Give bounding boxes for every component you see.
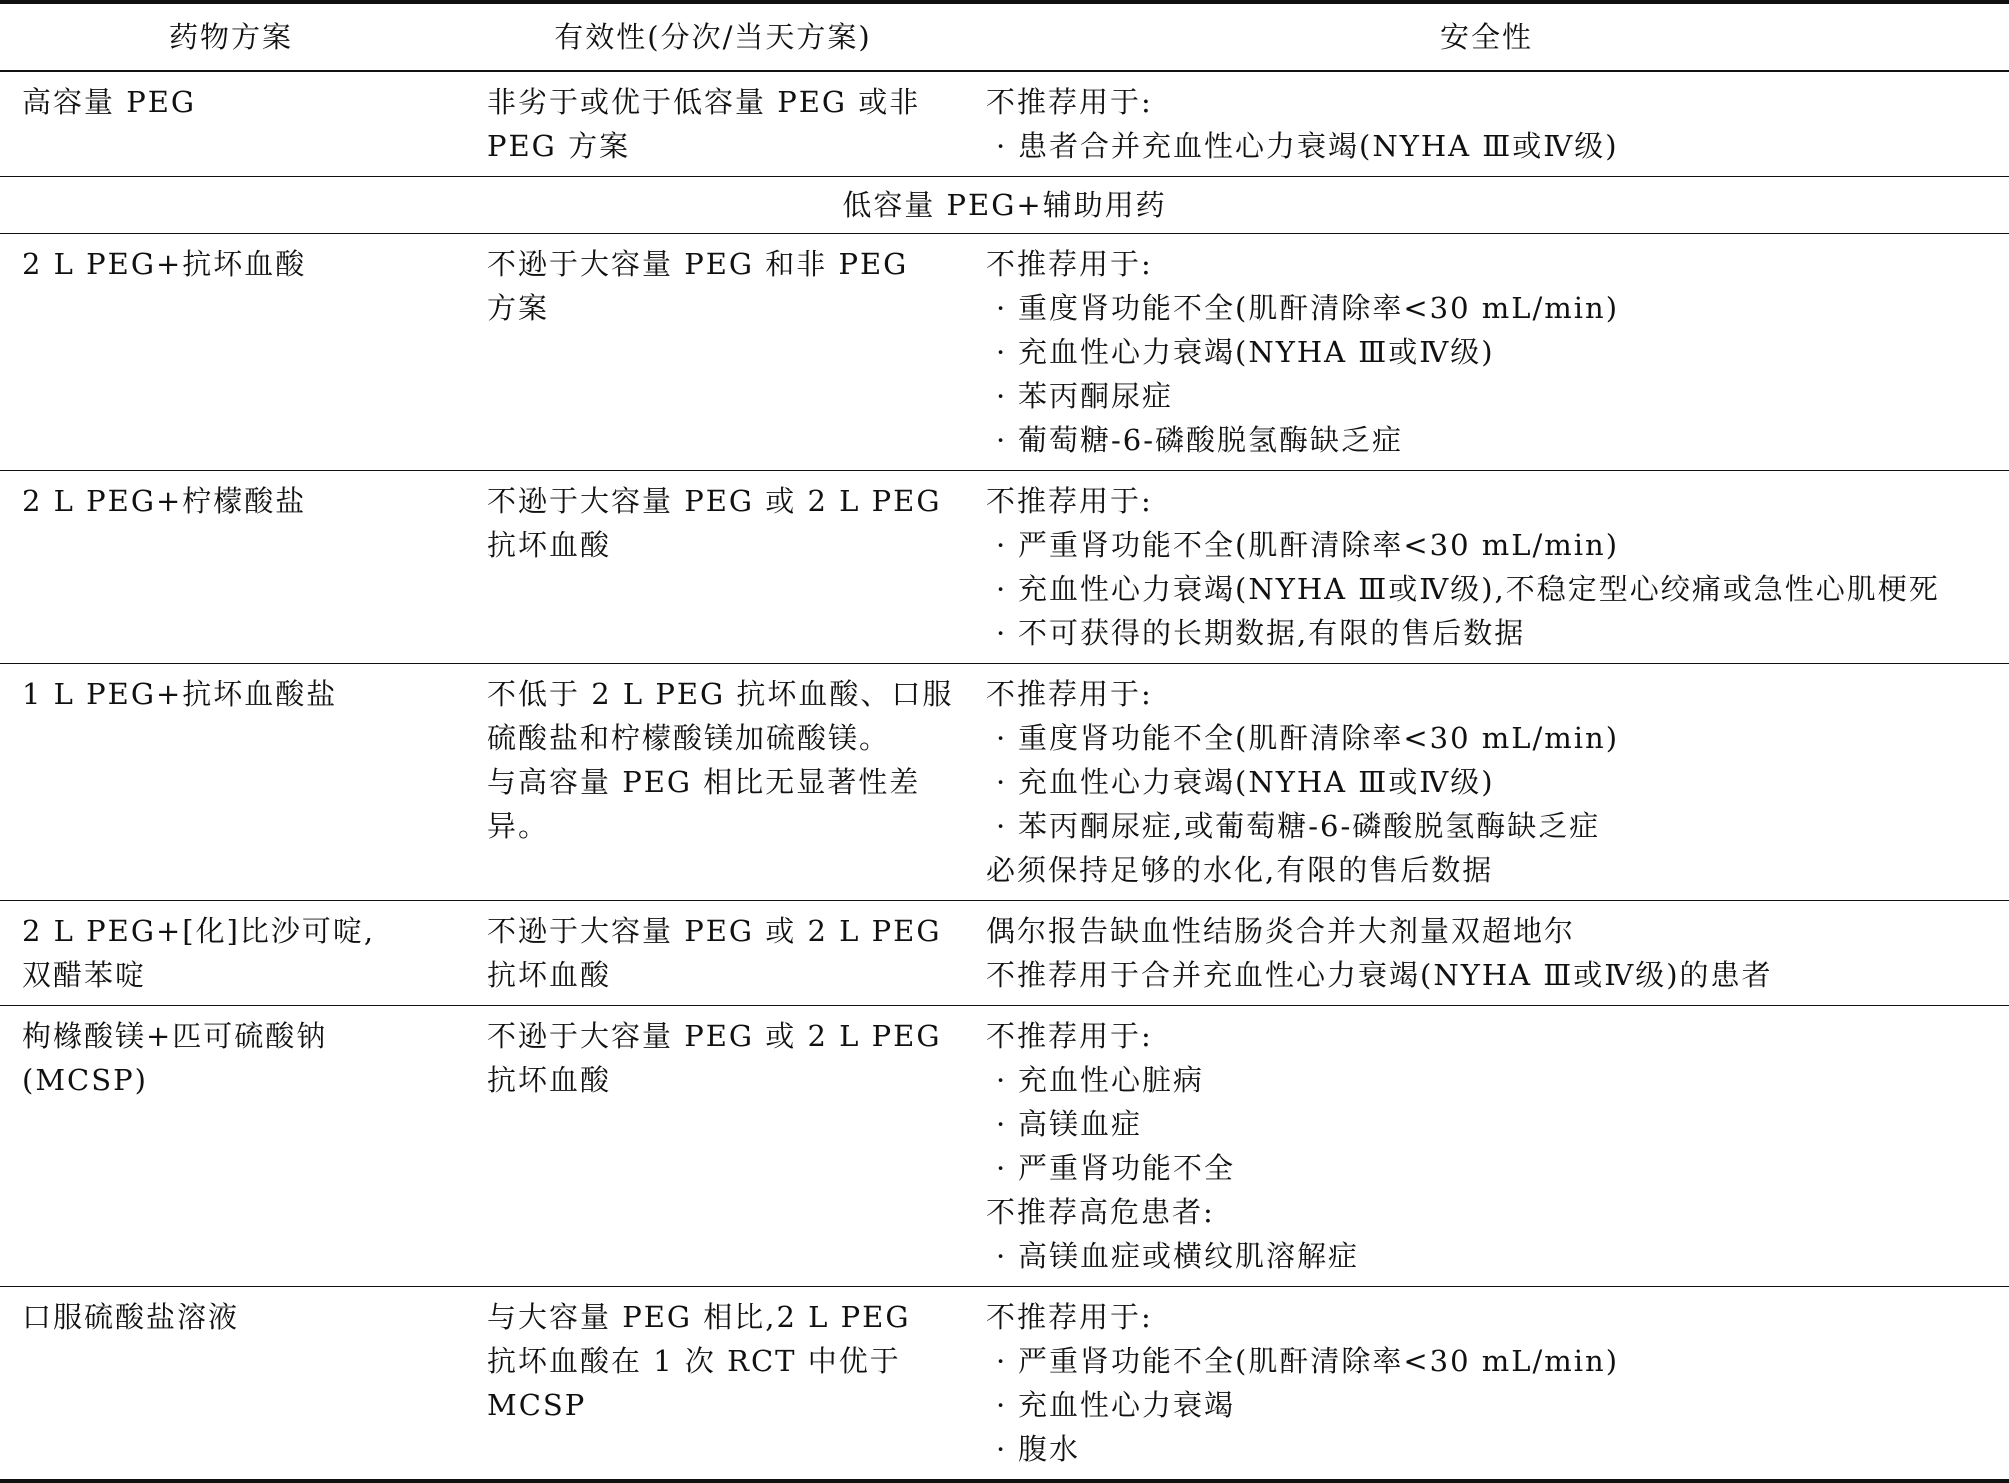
safety-item-text: 充血性心力衰竭(NYHA Ⅲ或Ⅳ级) — [1018, 765, 1495, 799]
safety-bullet-item — [986, 1427, 2009, 1471]
section-label: 低容量 PEG+辅助用药 — [0, 177, 2009, 234]
regimen-text: 双醋苯啶 — [22, 958, 147, 992]
regimen-cell — [0, 234, 462, 471]
section-row — [0, 177, 2009, 234]
safety-item-text: 不推荐用于: — [986, 85, 1153, 119]
efficacy-cell — [462, 234, 964, 471]
safety-bullet-item — [986, 1102, 2009, 1146]
bullet-icon: · — [996, 1151, 1008, 1185]
regimen-cell — [0, 1006, 462, 1287]
table-row — [0, 471, 2009, 664]
efficacy-text: 非劣于或优于低容量 PEG 或非 — [487, 85, 921, 119]
safety-cell — [964, 1006, 2009, 1287]
safety-cell — [964, 664, 2009, 901]
safety-bullet-item — [986, 760, 2009, 804]
bullet-icon: · — [996, 129, 1008, 163]
regimen-text: 口服硫酸盐溶液 — [22, 1300, 240, 1334]
header-regimen: 药物方案 — [0, 2, 462, 71]
regimen-cell — [0, 664, 462, 901]
efficacy-text: 不低于 2 L PEG 抗坏血酸、口服 — [487, 677, 954, 711]
bullet-icon: · — [996, 765, 1008, 799]
efficacy-text: 抗坏血酸 — [487, 1063, 612, 1097]
safety-item-text: 充血性心力衰竭 — [1018, 1388, 1236, 1422]
efficacy-text: 不逊于大容量 PEG 或 2 L PEG — [487, 484, 942, 518]
efficacy-text: 硫酸盐和柠檬酸镁加硫酸镁。 — [487, 721, 891, 755]
efficacy-text: 不逊于大容量 PEG 和非 PEG — [487, 247, 909, 281]
safety-item-text: 严重肾功能不全(肌酐清除率<30 mL/min) — [1018, 528, 1620, 562]
safety-bullet-item — [986, 330, 2009, 374]
safety-item-text: 苯丙酮尿症 — [1018, 379, 1174, 413]
safety-item-text: 必须保持足够的水化,有限的售后数据 — [986, 853, 1494, 887]
regimen-text: 高容量 PEG — [22, 85, 197, 119]
safety-cell — [964, 1287, 2009, 1482]
bullet-icon: · — [996, 616, 1008, 650]
safety-cell — [964, 901, 2009, 1006]
safety-bullet-item — [986, 418, 2009, 462]
safety-bullet-item — [986, 1146, 2009, 1190]
safety-item-text: 充血性心力衰竭(NYHA Ⅲ或Ⅳ级) — [1018, 335, 1495, 369]
bullet-icon: · — [996, 721, 1008, 755]
header-safety: 安全性 — [964, 2, 2009, 71]
safety-item-text: 重度肾功能不全(肌酐清除率<30 mL/min) — [1018, 291, 1620, 325]
safety-item-text: 高镁血症或横纹肌溶解症 — [1018, 1239, 1360, 1273]
safety-cell — [964, 71, 2009, 177]
bullet-icon: · — [996, 1239, 1008, 1273]
safety-item-text: 不可获得的长期数据,有限的售后数据 — [1018, 616, 1526, 650]
bullet-icon: · — [996, 1432, 1008, 1466]
safety-bullet-item — [986, 1234, 2009, 1278]
efficacy-text: 抗坏血酸 — [487, 528, 612, 562]
safety-item-text: 严重肾功能不全 — [1018, 1151, 1236, 1185]
table-header-row — [0, 2, 2009, 71]
safety-bullet-item — [986, 804, 2009, 848]
efficacy-text: 抗坏血酸 — [487, 958, 612, 992]
bullet-icon: · — [996, 572, 1008, 606]
efficacy-cell — [462, 1287, 964, 1482]
safety-item-text: 腹水 — [1018, 1432, 1081, 1466]
safety-bullet-item — [986, 1383, 2009, 1427]
safety-text — [986, 1295, 2009, 1339]
safety-item-text: 严重肾功能不全(肌酐清除率<30 mL/min) — [1018, 1344, 1620, 1378]
efficacy-text: 异。 — [487, 809, 550, 843]
efficacy-text: 抗坏血酸在 1 次 RCT 中优于 — [487, 1344, 901, 1378]
safety-text — [986, 848, 2009, 892]
table-row — [0, 71, 2009, 177]
safety-bullet-item — [986, 286, 2009, 330]
safety-bullet-item — [986, 611, 2009, 655]
regimen-text: (MCSP) — [22, 1063, 148, 1097]
safety-item-text: 不推荐用于: — [986, 677, 1153, 711]
safety-bullet-item — [986, 716, 2009, 760]
table-row — [0, 1006, 2009, 1287]
regimen-cell — [0, 471, 462, 664]
safety-item-text: 苯丙酮尿症,或葡萄糖-6-磷酸脱氢酶缺乏症 — [1018, 809, 1601, 843]
regimen-text: 2 L PEG+[化]比沙可啶, — [22, 914, 376, 948]
safety-item-text: 不推荐用于: — [986, 1300, 1153, 1334]
safety-bullet-item — [986, 567, 2009, 611]
regimen-text: 1 L PEG+抗坏血酸盐 — [22, 677, 338, 711]
regimen-cell — [0, 71, 462, 177]
safety-item-text: 偶尔报告缺血性结肠炎合并大剂量双超地尔 — [986, 914, 1576, 948]
table-row — [0, 1287, 2009, 1482]
efficacy-text: 不逊于大容量 PEG 或 2 L PEG — [487, 914, 942, 948]
bullet-icon: · — [996, 1388, 1008, 1422]
safety-bullet-item — [986, 523, 2009, 567]
efficacy-text: MCSP — [487, 1388, 587, 1422]
safety-cell — [964, 471, 2009, 664]
safety-item-text: 葡萄糖-6-磷酸脱氢酶缺乏症 — [1018, 423, 1404, 457]
efficacy-cell — [462, 664, 964, 901]
efficacy-text: 与大容量 PEG 相比,2 L PEG — [487, 1300, 911, 1334]
safety-text — [986, 909, 2009, 953]
safety-bullet-item — [986, 1058, 2009, 1102]
safety-item-text: 不推荐用于: — [986, 1019, 1153, 1053]
safety-item-text: 不推荐用于: — [986, 247, 1153, 281]
safety-text — [986, 1014, 2009, 1058]
regimen-text: 2 L PEG+抗坏血酸 — [22, 247, 307, 281]
efficacy-text: 与高容量 PEG 相比无显著性差 — [487, 765, 921, 799]
efficacy-text: 方案 — [487, 291, 550, 325]
safety-bullet-item — [986, 1339, 2009, 1383]
bullet-icon: · — [996, 528, 1008, 562]
safety-item-text: 充血性心脏病 — [1018, 1063, 1205, 1097]
safety-item-text: 重度肾功能不全(肌酐清除率<30 mL/min) — [1018, 721, 1620, 755]
efficacy-cell — [462, 1006, 964, 1287]
bullet-icon: · — [996, 809, 1008, 843]
safety-text — [986, 242, 2009, 286]
efficacy-text: 不逊于大容量 PEG 或 2 L PEG — [487, 1019, 942, 1053]
efficacy-cell — [462, 471, 964, 664]
table-body — [0, 71, 2009, 1481]
table-row — [0, 234, 2009, 471]
regimen-cell — [0, 1287, 462, 1482]
efficacy-text: PEG 方案 — [487, 129, 631, 163]
safety-item-text: 患者合并充血性心力衰竭(NYHA Ⅲ或Ⅳ级) — [1018, 129, 1619, 163]
safety-item-text: 不推荐高危患者: — [986, 1195, 1215, 1229]
header-efficacy: 有效性(分次/当天方案) — [462, 2, 964, 71]
bullet-icon: · — [996, 1107, 1008, 1141]
bullet-icon: · — [996, 1344, 1008, 1378]
bullet-icon: · — [996, 379, 1008, 413]
regimen-cell — [0, 901, 462, 1006]
safety-text — [986, 672, 2009, 716]
bullet-icon: · — [996, 291, 1008, 325]
bullet-icon: · — [996, 335, 1008, 369]
safety-item-text: 充血性心力衰竭(NYHA Ⅲ或Ⅳ级),不稳定型心绞痛或急性心肌梗死 — [1018, 572, 1940, 606]
safety-item-text: 不推荐用于: — [986, 484, 1153, 518]
table-row — [0, 901, 2009, 1006]
bullet-icon: · — [996, 423, 1008, 457]
safety-cell — [964, 234, 2009, 471]
safety-text — [986, 953, 2009, 997]
regimen-text: 2 L PEG+柠檬酸盐 — [22, 484, 307, 518]
efficacy-cell — [462, 71, 964, 177]
table-row — [0, 664, 2009, 901]
safety-text — [986, 1190, 2009, 1234]
safety-bullet-item — [986, 374, 2009, 418]
regimen-text: 枸橼酸镁+匹可硫酸钠 — [22, 1019, 328, 1053]
safety-text — [986, 80, 2009, 124]
efficacy-cell — [462, 901, 964, 1006]
safety-bullet-item — [986, 124, 2009, 168]
bullet-icon: · — [996, 1063, 1008, 1097]
safety-item-text: 高镁血症 — [1018, 1107, 1143, 1141]
safety-text — [986, 479, 2009, 523]
safety-item-text: 不推荐用于合并充血性心力衰竭(NYHA Ⅲ或Ⅳ级)的患者 — [986, 958, 1773, 992]
